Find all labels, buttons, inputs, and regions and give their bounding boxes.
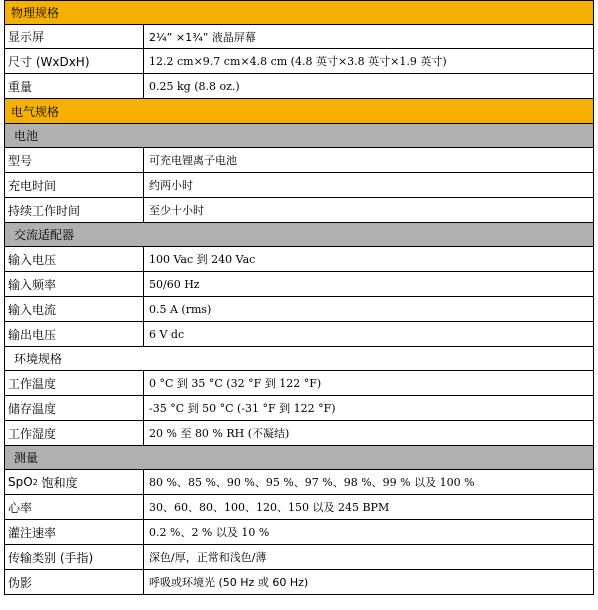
spec-label bbox=[5, 470, 144, 494]
spec-value: 深色/厚，正常和浅色/薄 bbox=[149, 551, 267, 564]
spec-row-transmission bbox=[4, 545, 594, 570]
section-header-physical bbox=[4, 0, 594, 25]
spec-label: 工作温度 bbox=[5, 371, 144, 395]
spec-label: 输出电压 bbox=[5, 322, 144, 346]
spec-value: 2¼” ×1¾” 液晶屏幕 bbox=[149, 30, 256, 44]
spec-row-operating-humidity bbox=[4, 421, 594, 446]
spec-row-input-voltage bbox=[4, 247, 594, 272]
spec-row-storage-temperature bbox=[4, 396, 594, 421]
spec-row-size bbox=[4, 49, 594, 74]
section-title: 物理规格 bbox=[5, 1, 593, 24]
spec-value: 0.5 A (rms) bbox=[149, 302, 212, 316]
spec-row-artifact bbox=[4, 570, 594, 595]
section-header-electrical bbox=[4, 99, 594, 124]
spo2-label-suffix: 饱和度 bbox=[37, 475, 78, 490]
subsection-title: 电池 bbox=[5, 124, 593, 147]
spec-label: 型号 bbox=[5, 148, 144, 172]
spec-label: 储存温度 bbox=[5, 396, 144, 420]
spec-value: 80 %、85 %、90 %、95 %、97 %、98 %、99 % 以及 100 % bbox=[149, 476, 475, 489]
spec-row-spo2 bbox=[4, 470, 594, 495]
spec-value: 可充电锂离子电池 bbox=[149, 154, 237, 167]
spec-row-input-current bbox=[4, 297, 594, 322]
spo2-label-subscript: 2 bbox=[32, 477, 38, 487]
spec-label: 输入电压 bbox=[5, 247, 144, 271]
spec-value: 100 Vac 到 240 Vac bbox=[149, 253, 256, 266]
spec-label: 传输类别 (手指) bbox=[5, 545, 144, 569]
spo2-label-prefix: SpO bbox=[8, 475, 33, 489]
subsection-title: 环境规格 bbox=[5, 347, 593, 370]
spec-value: -35 °C 到 50 °C (-31 °F 到 122 °F) bbox=[149, 402, 336, 415]
subsection-title: 测量 bbox=[5, 446, 593, 469]
subsection-battery bbox=[4, 124, 594, 148]
spec-row-runtime bbox=[4, 198, 594, 223]
spec-row-output-voltage bbox=[4, 322, 594, 347]
spec-label: 输入电流 bbox=[5, 297, 144, 321]
spec-label: 输入频率 bbox=[5, 272, 144, 296]
spec-row-charge-time bbox=[4, 173, 594, 198]
spec-row-model bbox=[4, 148, 594, 173]
spec-row-display bbox=[4, 25, 594, 49]
spec-label: 心率 bbox=[5, 495, 144, 519]
spec-label: 灌注速率 bbox=[5, 520, 144, 544]
spec-label: 充电时间 bbox=[5, 173, 144, 197]
spec-value: 50/60 Hz bbox=[149, 277, 200, 291]
spec-value: 6 V dc bbox=[149, 327, 185, 341]
spec-value: 约两小时 bbox=[149, 179, 193, 192]
spec-value: 0.2 %、2 % 以及 10 % bbox=[149, 526, 270, 539]
spec-value: 呼吸或环境光 (50 Hz 或 60 Hz) bbox=[149, 576, 309, 589]
subsection-title: 交流适配器 bbox=[5, 223, 593, 246]
spec-value: 0 °C 到 35 °C (32 °F 到 122 °F) bbox=[149, 377, 322, 390]
spec-value: 20 % 至 80 % RH (不凝结) bbox=[149, 427, 290, 440]
spec-label: 尺寸 (WxDxH) bbox=[5, 49, 144, 73]
spec-row-perfusion bbox=[4, 520, 594, 545]
spec-label: 显示屏 bbox=[5, 25, 144, 48]
spec-value: 至少十小时 bbox=[149, 204, 204, 217]
spec-label: 伪影 bbox=[5, 570, 144, 594]
spec-label: 工作湿度 bbox=[5, 421, 144, 445]
spec-row-weight bbox=[4, 74, 594, 99]
spec-row-operating-temperature bbox=[4, 371, 594, 396]
spec-value: 0.25 kg (8.8 oz.) bbox=[149, 79, 240, 93]
spec-value: 30、60、80、100、120、150 以及 245 BPM bbox=[149, 501, 390, 514]
spec-label: 持续工作时间 bbox=[5, 198, 144, 222]
section-title: 电气规格 bbox=[5, 99, 593, 123]
spec-table bbox=[4, 0, 594, 595]
spec-label: 重量 bbox=[5, 74, 144, 98]
spec-row-input-frequency bbox=[4, 272, 594, 297]
spec-row-heart-rate bbox=[4, 495, 594, 520]
subsection-measurement bbox=[4, 446, 594, 470]
spec-value: 12.2 cm×9.7 cm×4.8 cm (4.8 英寸×3.8 英寸×1.9 英寸) bbox=[149, 55, 447, 68]
subsection-adapter bbox=[4, 223, 594, 247]
subsection-environment bbox=[4, 347, 594, 371]
